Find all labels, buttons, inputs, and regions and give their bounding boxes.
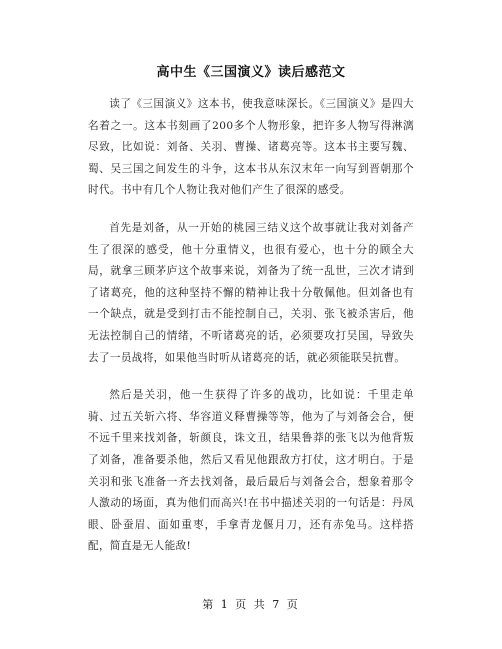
paragraph-liu-bei: 首先是刘备，从一开始的桃园三结义这个故事就让我对刘备产生了很深的感受，他十分重情义，也很有爱心，也十分的顾全大局，就拿三顾茅庐这个故事来说，刘备为了统一乱世，三次才请到了诸葛亮，他的这种坚持不懈的精神让我十分敬佩他。但刘备也有一个缺点，就是受到打击不能控制自己，关羽、张飞被杀害后，他无法控制自己的情绪，不听诸葛亮的话，必须要攻打吴国，导致失去了一员战将，如果他当时听从诸葛亮的话，就必须能联吴抗曹。 (88, 221, 414, 364)
document-body (88, 94, 414, 574)
document-title: 高中生《三国演义》读后感范文 (156, 65, 346, 80)
page-number-footer: 第 1 页 共 7 页 (202, 598, 300, 611)
paragraph-guan-yu: 然后是关羽，他一生获得了许多的战功，比如说：千里走单骑、过五关斩六将、华容道义释曹操等等，他为了与刘备会合，便不远千里来找刘备，斩颜良，诛文丑，结果鲁莽的张飞以为他背叛了刘备，准备要杀他，然后又看见他跟敌方打仗，这才明白。于是关羽和张飞准备一齐去找刘备，最后最后与刘备会合，想象着那令人激动的场面，真为他们而高兴!在书中描述关羽的一句话是：丹凤眼、卧蚕眉、面如重枣，手拿青龙偃月刀，还有赤兔马。这样搭配，简直是无人能敌! (88, 389, 414, 553)
paragraph-intro: 读了《三国演义》这本书，使我意味深长。《三国演义》是四大名着之一。这本书刻画了200多个人物形象，把许多人物写得淋漓尽致，比如说：刘备、关羽、曹操、诸葛亮等。这本书主要写魏、蜀、吴三国之间发生的斗争，这本书从东汉末年一向写到晋朝那个时代。书中有几个人物让我对他们产生了很深的感受。 (88, 98, 414, 197)
